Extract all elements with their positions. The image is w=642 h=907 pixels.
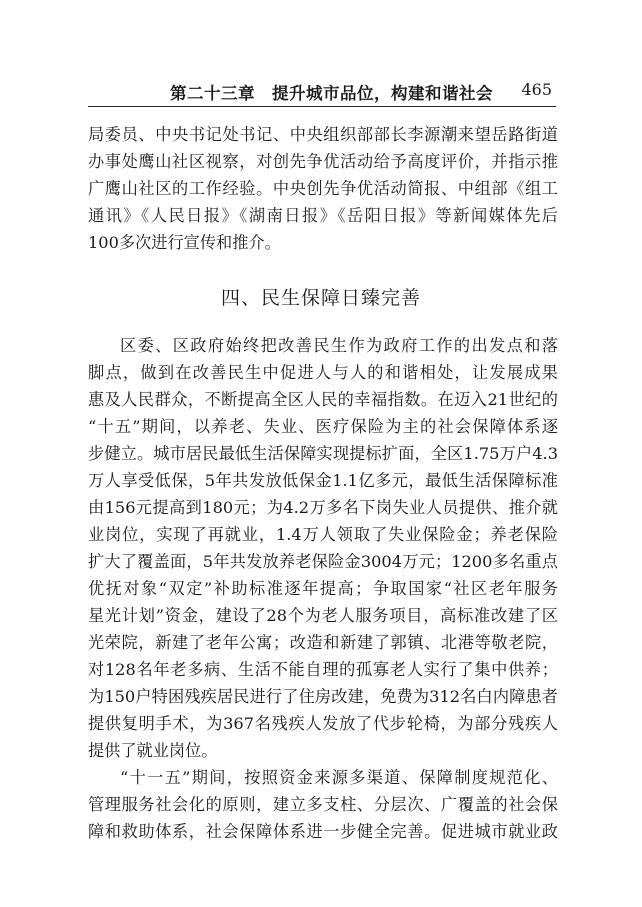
body-text-line: 业岗位，实现了再就业，1.4万人领取了失业保险金；养老保险 [88, 525, 558, 544]
body-text-line: 脚点，做到在改善民生中促进人与人的和谐相处，让发展成果 [88, 363, 558, 382]
body-text-line: 办事处鹰山社区视察，对创先争优活动给予高度评价，并指示推 [88, 152, 558, 171]
body-text-line: “十五”期间，以养老、失业、医疗保险为主的社会保障体系逐 [88, 417, 558, 436]
body-text-line: 局委员、中央书记处书记、中央组织部部长李源潮来望岳路街道 [88, 125, 558, 144]
body-text-line: 区委、区政府始终把改善民生作为政府工作的出发点和落 [120, 336, 558, 355]
running-title: 第二十三章 提升城市品位，构建和谐社会 [170, 84, 493, 103]
page-number: 465 [521, 80, 552, 99]
body-text-line: 管理服务社会化的原则，建立多支柱、分层次、广覆盖的社会保 [88, 795, 558, 814]
body-text-line: 步健立。城市居民最低生活保障实现提标扩面，全区1.75万户4.3 [88, 444, 558, 463]
body-text-line: 提供了就业岗位。 [88, 741, 218, 760]
body-text-line: 提供复明手术，为367名残疾人发放了代步轮椅，为部分残疾人 [88, 714, 558, 733]
page-header [88, 80, 556, 107]
section-heading: 四、民生保障日臻完善 [220, 287, 421, 309]
body-text-line: 星光计划”资金，建设了28个为老人服务项目，高标准改建了区 [88, 606, 558, 625]
body-text-line: 扩大了覆盖面，5年共发放养老保险金3004万元；1200多名重点 [88, 552, 558, 571]
body-text-line: 惠及人民群众，不断提高全区人民的幸福指数。在迈入21世纪的 [88, 390, 558, 409]
body-text-line: 优抚对象“双定”补助标准逐年提高；争取国家“社区老年服务 [88, 579, 558, 598]
body-text-line: 通讯》《人民日报》《湖南日报》《岳阳日报》等新闻媒体先后 [88, 206, 558, 225]
body-text-line: 对128名年老多病、生活不能自理的孤寡老人实行了集中供养； [88, 660, 558, 679]
body-text-line: 由156元提高到180元；为4.2万多名下岗失业人员提供、推介就 [88, 498, 558, 517]
body-text-line: 100多次进行宣传和推介。 [88, 233, 281, 252]
body-text-line: 万人享受低保，5年共发放低保金1.1亿多元，最低生活保障标准 [88, 471, 558, 490]
body-text-line: 为150户特困残疾居民进行了住房改建，免费为312名白内障患者 [88, 687, 558, 706]
body-text-line: 光荣院，新建了老年公寓；改造和新建了郭镇、北港等敬老院， [88, 633, 558, 652]
body-text-line: “十一五”期间，按照资金来源多渠道、保障制度规范化、 [120, 768, 558, 787]
body-text-line: 障和救助体系，社会保障体系进一步健全完善。促进城市就业政 [88, 822, 558, 841]
body-text-line: 广鹰山社区的工作经验。中央创先争优活动简报、中组部《组工 [88, 179, 558, 198]
